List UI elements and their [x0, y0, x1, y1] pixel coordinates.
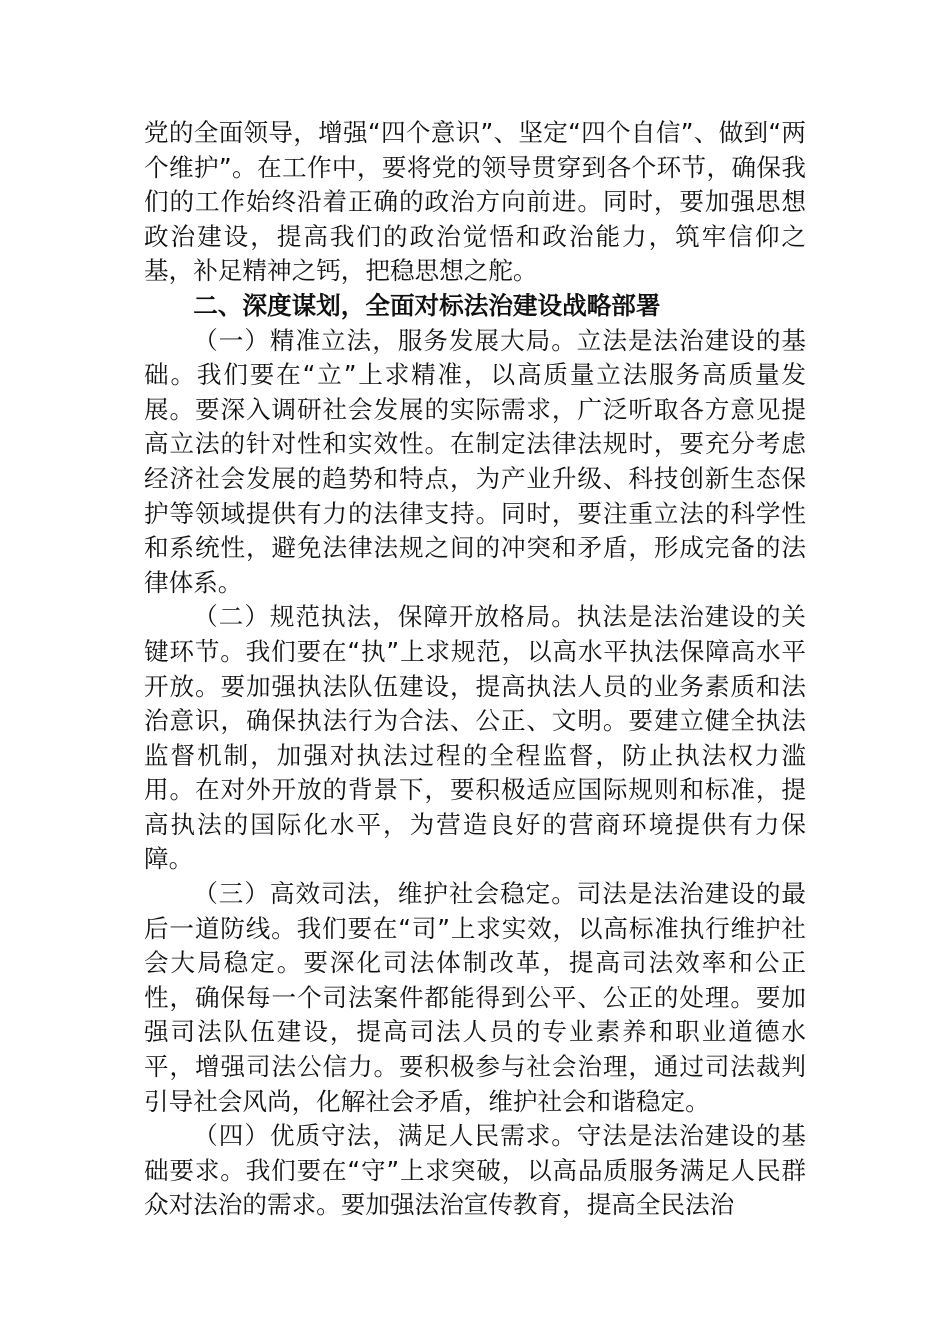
- section-heading: 二、深度谋划，全面对标法治建设战略部署: [193, 290, 661, 320]
- paragraph-continuation: 党的全面领导，增强“四个意识”、坚定“四个自信”、做到“两个维护”。在工作中，要将党的领导贯穿到各个环节，确保我们的工作始终沿着正确的政治方向前进。同时，要加强思想政治建设，提高我们的政治觉悟和政治能力，筑牢信仰之基，补足精神之钙，把稳思想之舵。: [144, 118, 806, 286]
- paragraph-law-enforcement: （二）规范执法，保障开放格局。执法是法治建设的关键环节。我们要在“执”上求规范，以高水平执法保障高水平开放。要加强执法队伍建设，提高执法人员的业务素质和法治意识，确保执法行为合法、公正、文明。要建立健全执法监督机制，加强对执法过程的全程监督，防止执法权力滥用。在对外开放的背景下，要积极适应国际规则和标准，提高执法的国际化水平，为营造良好的营商环境提供有力保障。: [144, 602, 806, 874]
- paragraph-legislation: （一）精准立法，服务发展大局。立法是法治建设的基础。我们要在“立”上求精准，以高质量立法服务高质量发展。要深入调研社会发展的实际需求，广泛听取各方意见提高立法的针对性和实效性。在制定法律法规时，要充分考虑经济社会发展的趋势和特点，为产业升级、科技创新生态保护等领域提供有力的法律支持。同时，要注重立法的科学性和系统性，避免法律法规之间的冲突和矛盾，形成完备的法律体系。: [144, 325, 806, 597]
- paragraph-law-abiding: （四）优质守法，满足人民需求。守法是法治建设的基础要求。我们要在“守”上求突破，以高品质服务满足人民群众对法治的需求。要加强法治宣传教育，提高全民法治: [144, 1121, 806, 1220]
- paragraph-judiciary: （三）高效司法，维护社会稳定。司法是法治建设的最后一道防线。我们要在“司”上求实效，以高标准执行维护社会大局稳定。要深化司法体制改革，提高司法效率和公正性，确保每一个司法案件都能得到公平、公正的处理。要加强司法队伍建设，提高司法人员的专业素养和职业道德水平，增强司法公信力。要积极参与社会治理，通过司法裁判引导社会风尚，化解社会矛盾，维护社会和谐稳定。: [144, 879, 806, 1116]
- document-body: [144, 116, 806, 1223]
